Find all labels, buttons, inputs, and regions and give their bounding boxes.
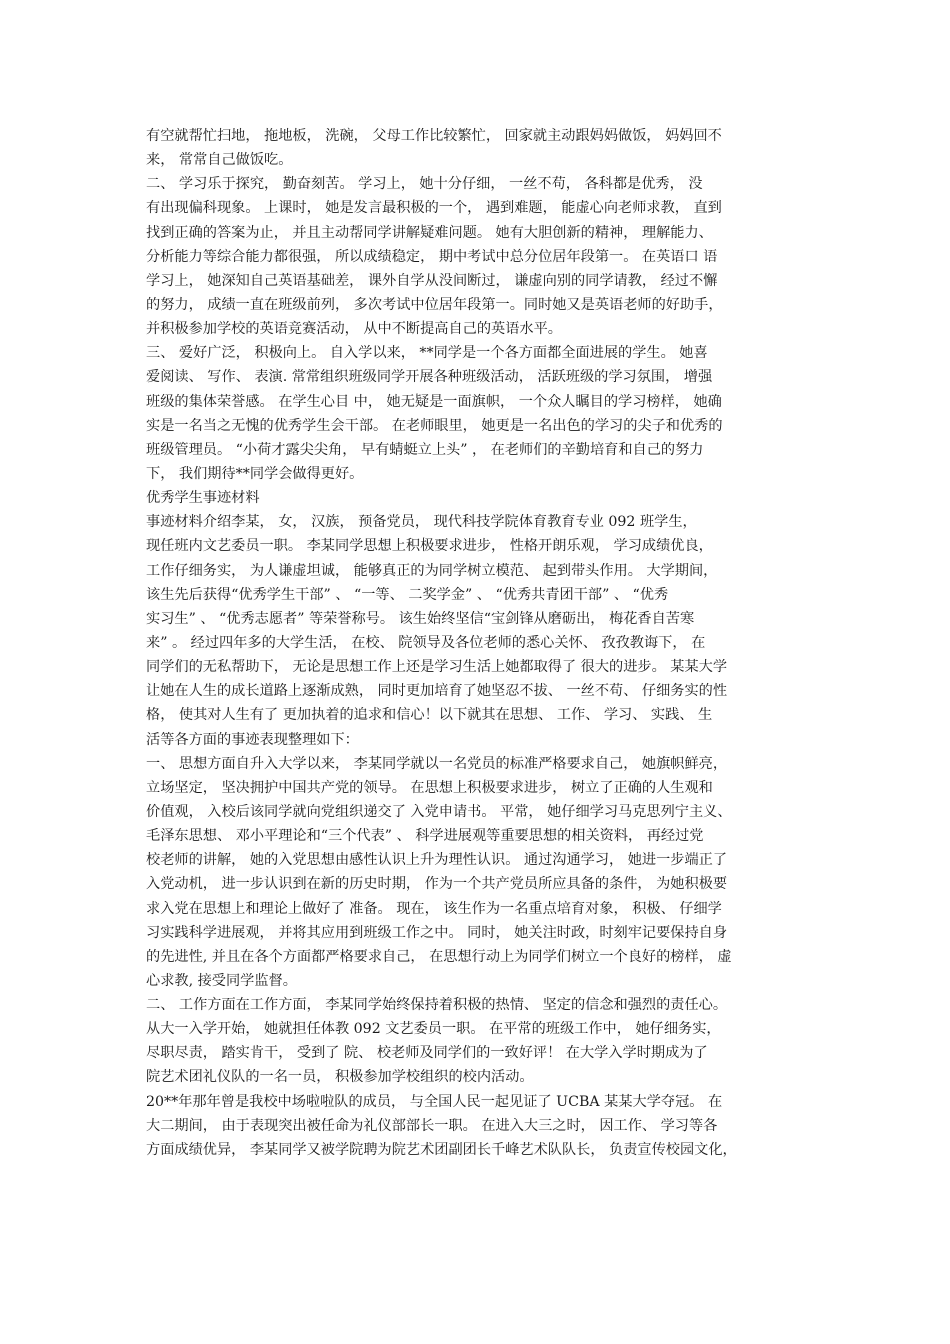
text-line: 来” 。 经过四年多的大学生活， 在校、 院领导及各位老师的悉心关怀、 孜孜教诲下， 在 — [146, 634, 706, 651]
text-line: 方面成绩优异， 李某同学又被学院聘为院艺术团副团长千峰艺术队队长， 负责宣传校园文化， — [146, 1141, 737, 1158]
text-line: 实是一名当之无愧的优秀学生会干部。 在老师眼里， 她更是一名出色的学习的尖子和优秀的 — [146, 417, 723, 434]
document-body — [146, 124, 816, 1162]
text-line: 求入党在思想上和理论上做好了 准备。 现在， 该生作为一名重点培育对象， 积极、 仔细学 — [146, 900, 722, 917]
text-line: 二、 学习乐于探究， 勤奋刻苦。 学习上， 她十分仔细， 一丝不苟， 各科都是优秀， 没 — [146, 176, 703, 193]
text-line: 分析能力等综合能力都很强， 所以成绩稳定， 期中考试中总分位居年段第一。 在英语口 语 — [146, 248, 718, 265]
text-line: 现任班内文艺委员一职。 李某同学思想上积极要求进步， 性格开朗乐观， 学习成绩优良， — [146, 538, 713, 555]
text-line: 习实践科学进展观， 并将其应用到班级工作之中。 同时， 她关注时政，时刻牢记要保持自身 — [146, 924, 728, 941]
text-line: 事迹材料介绍李某， 女， 汉族， 预备党员， 现代科技学院体育教育专业 092 班学生， — [146, 514, 697, 531]
text-line: 的先进性, 并且在各个方面都严格要求自己， 在思想行动上为同学们树立一个良好的榜样， 虚 — [146, 948, 732, 965]
text-line: 班级的集体荣誉感。 在学生心目 中， 她无疑是一面旗帜， 一个众人瞩目的学习榜样， 她确 — [146, 393, 722, 410]
text-line: 入党动机， 进一步认识到在新的历史时期， 作为一个共产党员所应具备的条件， 为她积极要 — [146, 876, 728, 893]
text-line: 20**年那年曾是我校中场啦啦队的成员， 与全国人民一起见证了 UCBA 某某大学夺冠。 在 — [146, 1093, 723, 1110]
text-line: 三、 爱好广泛， 积极向上。 自入学以来， **同学是一个各方面都全面进展的学生。 她喜 — [146, 345, 708, 362]
text-line: 一、 思想方面自升入大学以来， 李某同学就以一名党员的标准严格要求自己， 她旗帜鲜亮， — [146, 755, 728, 772]
text-line: 爱阅读、 写作、 表演. 常常组织班级同学开展各种班级活动， 活跃班级的学习氛围， 增强 — [146, 369, 713, 386]
text-line: 尽职尽责， 踏实肯干， 受到了 院、 校老师及同学们的一致好评！ 在大学入学时期成为了 — [146, 1045, 708, 1062]
text-line: 二、 工作方面在工作方面， 李某同学始终保持着积极的热情、 坚定的信念和强烈的责任心。 — [146, 997, 728, 1014]
text-line: 来， 常常自己做饭吃。 — [146, 152, 293, 169]
text-line: 格， 使其对人生有了 更加执着的追求和信心！以下就其在思想、 工作、 学习、 实践、 生 — [146, 707, 713, 724]
text-line: 优秀学生事迹材料 — [146, 490, 260, 507]
text-line: 毛泽东思想、 邓小平理论和“三个代表” 、 科学进展观等重要思想的相关资料， 再经过党 — [146, 828, 704, 845]
text-line: 让她在人生的成长道路上逐渐成熟， 同时更加培育了她坚忍不拔、 一丝不苟、 仔细务实的性 — [146, 683, 728, 700]
text-line: 心求教, 接受同学监督。 — [146, 972, 297, 989]
text-line: 立场坚定， 坚决拥护中国共产党的领导。 在思想上积极要求进步， 树立了正确的人生观和 — [146, 779, 713, 796]
text-line: 有空就帮忙扫地， 拖地板， 洗碗， 父母工作比较繁忙， 回家就主动跟妈妈做饭， 妈妈回不 — [146, 128, 722, 144]
text-line: 该生先后获得“优秀学生干部” 、 “一等、 二奖学金” 、 “优秀共青团干部” 、 “优秀 — [146, 586, 669, 603]
text-line: 工作仔细务实， 为人谦虚坦诚， 能够真正的为同学树立模范、 起到带头作用。 大学期间， — [146, 562, 718, 579]
text-line: 校老师的讲解， 她的入党思想由感性认识上升为理性认识。 通过沟通学习， 她进一步端正了 — [146, 852, 728, 869]
text-line: 的努力， 成绩一直在班级前列， 多次考试中位居年段第一。同时她又是英语老师的好助手， — [146, 296, 723, 313]
text-line: 大二期间， 由于表现突出被任命为礼仪部部长一职。 在进入大三之时， 因工作、 学习等各 — [146, 1117, 718, 1134]
text-line: 并积极参加学校的英语竞赛活动， 从中不断提高自己的英语水平。 — [146, 321, 562, 338]
text-line: 实习生” 、 “优秀志愿者” 等荣誉称号。 该生始终坚信“宝剑锋从磨砺出， 梅花香自苦寒 — [146, 610, 695, 627]
text-line: 从大一入学开始， 她就担任体教 092 文艺委员一职。 在平常的班级工作中， 她仔细务实， — [146, 1021, 721, 1038]
text-line: 学习上， 她深知自己英语基础差， 课外自学从没间断过， 谦虚向别的同学请教， 经过不懈 — [146, 272, 718, 289]
text-line: 下， 我们期待**同学会做得更好。 — [146, 465, 364, 482]
text-line: 活等各方面的事迹表现整理如下： — [146, 731, 359, 748]
text-line: 同学们的无私帮助下， 无论是思想工作上还是学习生活上她都取得了 很大的进步。 某某大学 — [146, 659, 728, 676]
text-line: 价值观， 入校后该同学就向党组织递交了 入党申请书。 平常， 她仔细学习马克思列宁主义、 — [146, 803, 732, 820]
text-line: 有出现偏科现象。 上课时， 她是发言最积极的一个， 遇到难题， 能虚心向老师求教， 直到 — [146, 200, 722, 217]
text-line: 找到正确的答案为止， 并且主动帮同学讲解疑难问题。 她有大胆创新的精神， 理解能力、 — [146, 224, 713, 241]
text-line: 班级管理员。 “小荷才露尖尖角， 早有蜻蜓立上头” ， 在老师们的辛勤培育和自己的努力 — [146, 441, 704, 458]
text-line: 院艺术团礼仪队的一名一员， 积极参加学校组织的校内活动。 — [146, 1069, 534, 1086]
